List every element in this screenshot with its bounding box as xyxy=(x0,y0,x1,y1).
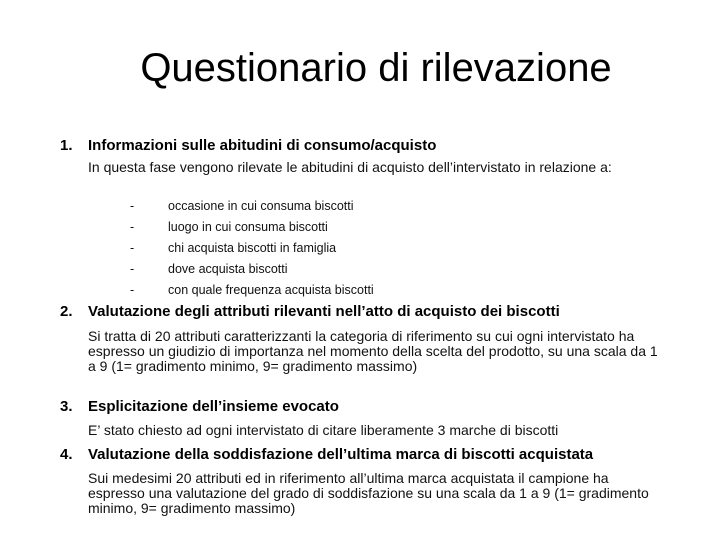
list-item-text: occasione in cui consuma biscotti xyxy=(168,199,354,213)
list-item-text: con quale frequenza acquista biscotti xyxy=(168,283,374,297)
bullet-dash: - xyxy=(130,283,135,297)
bullet-dash: - xyxy=(130,262,135,276)
section-heading-text: Valutazione degli attributi rilevanti nell’atto di acquisto dei biscotti xyxy=(88,303,560,320)
section-number: 1. xyxy=(60,137,73,154)
bullet-dash: - xyxy=(130,220,135,234)
habits-list xyxy=(130,197,374,302)
section-heading-4 xyxy=(60,446,593,464)
list-item xyxy=(130,239,374,260)
section-number: 4. xyxy=(60,446,73,463)
list-item xyxy=(130,281,374,302)
section-text-3: E’ stato chiesto ad ogni intervistato di citare liberamente 3 marche di biscotti xyxy=(88,422,559,438)
list-item-text: dove acquista biscotti xyxy=(168,262,288,276)
section-heading-1 xyxy=(60,137,436,155)
bullet-dash: - xyxy=(130,199,135,213)
list-item-text: luogo in cui consuma biscotti xyxy=(168,220,328,234)
section-number: 2. xyxy=(60,303,73,320)
section-number: 3. xyxy=(60,398,73,415)
section-heading-3 xyxy=(60,398,339,416)
list-item xyxy=(130,260,374,281)
section-heading-2 xyxy=(60,303,560,321)
list-item-text: chi acquista biscotti in famiglia xyxy=(168,241,337,255)
list-item xyxy=(130,197,374,218)
section-heading-text: Esplicitazione dell’insieme evocato xyxy=(88,398,339,415)
bullet-dash: - xyxy=(130,241,135,255)
section-text-4: Sui medesimi 20 attributi ed in riferimento all’ultima marca acquistata il campione ha espresso una valutazione del grado di soddisfazione su una scala da 1 a 9 (1= gradimento minimo, 9= gradimento massimo) xyxy=(88,470,649,516)
list-item xyxy=(130,218,374,239)
section-text-2: Si tratta di 20 attributi caratterizzanti la categoria di riferimento su cui ogni intervistato ha espresso un giudizio di importanza nel momento della scelta del prodotto, su una scala da 1 a 9 (1= gradimento minimo, 9= gradimento massimo) xyxy=(88,328,658,374)
section-heading-text: Valutazione della soddisfazione dell’ultima marca di biscotti acquistata xyxy=(88,446,594,463)
page-title: Questionario di rilevazione xyxy=(140,46,612,90)
section-text-1: In questa fase vengono rilevate le abitudini di acquisto dell’intervistato in relazione a: xyxy=(88,159,612,175)
section-heading-text: Informazioni sulle abitudini di consumo/acquisto xyxy=(88,137,437,154)
